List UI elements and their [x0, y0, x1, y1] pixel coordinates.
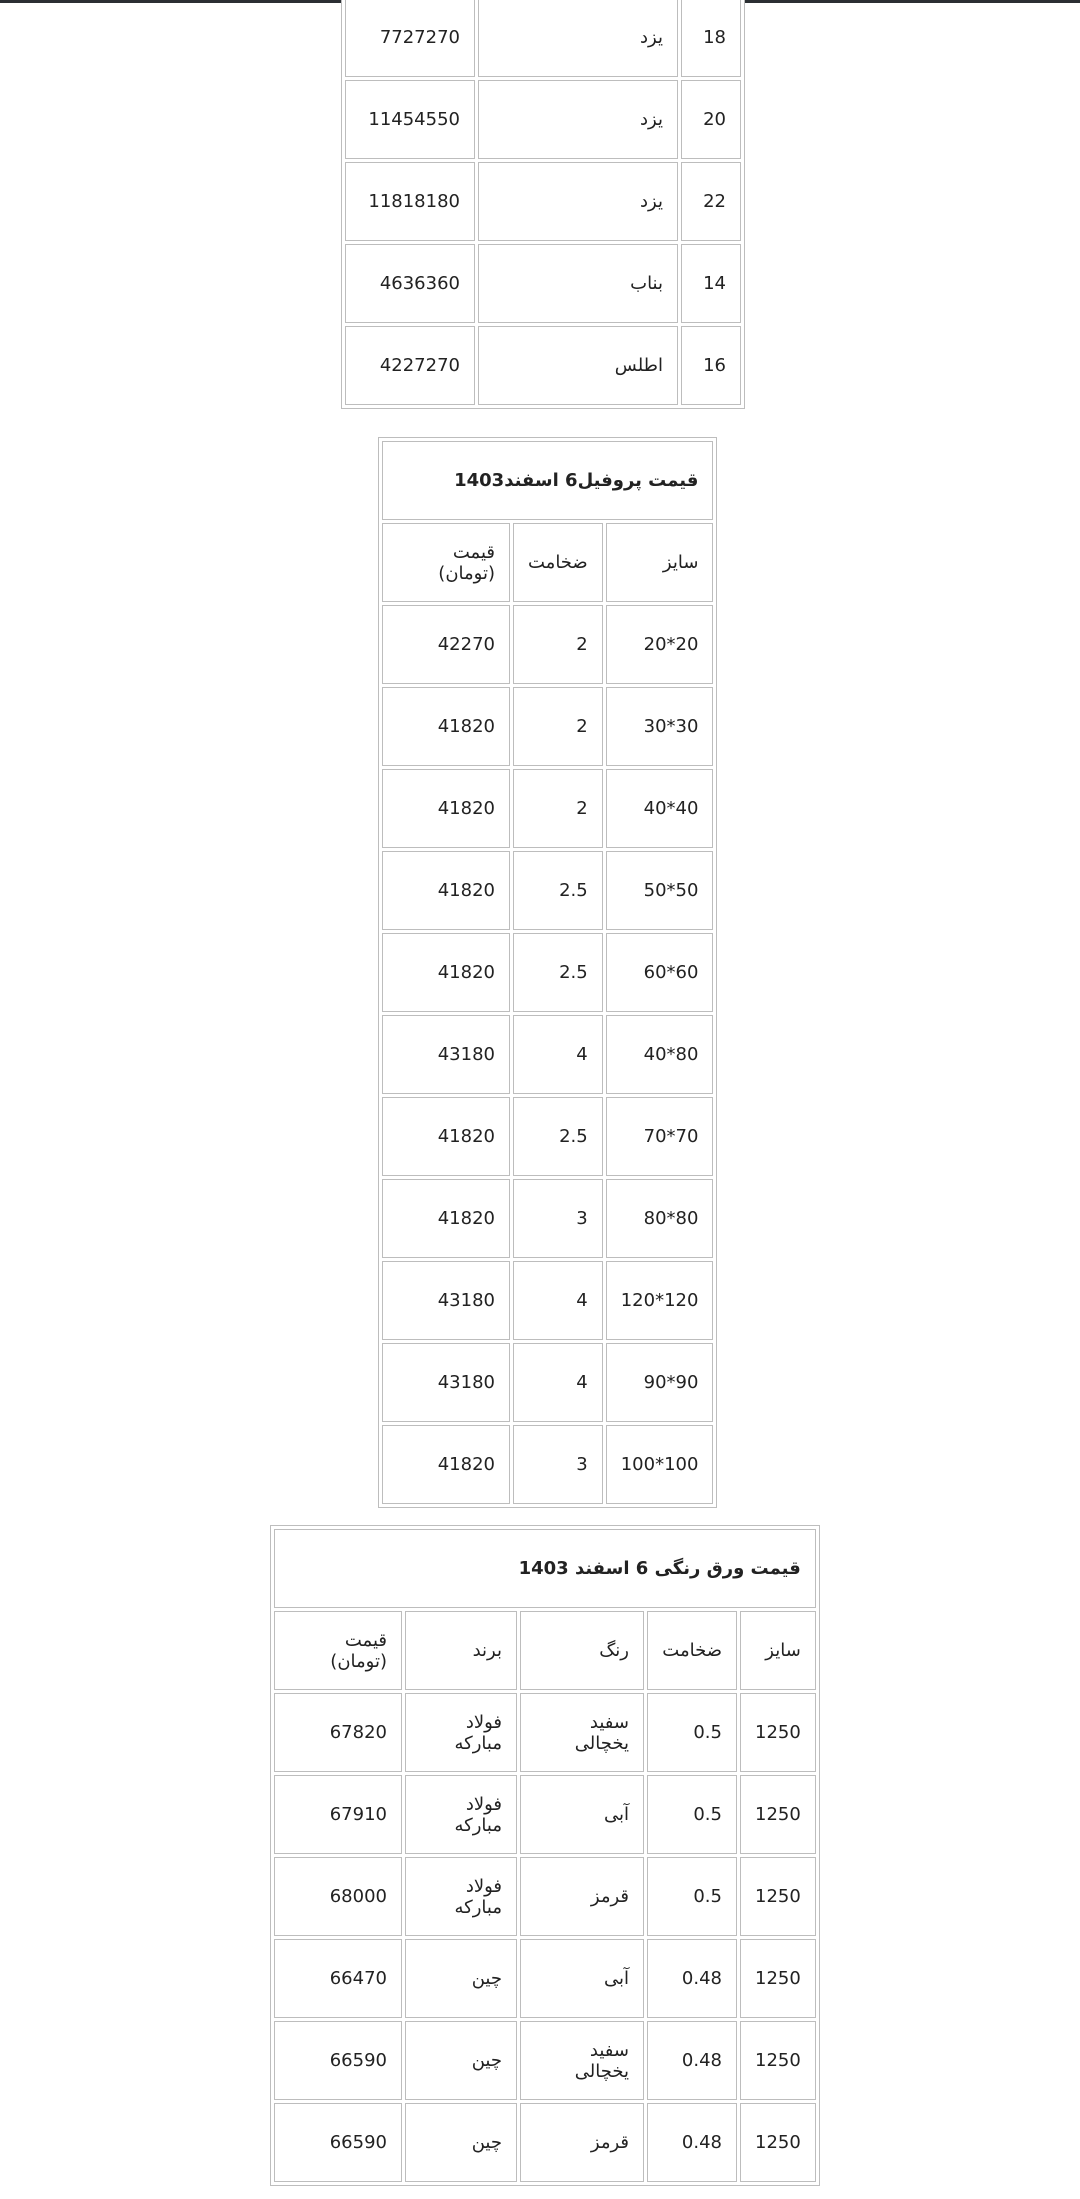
size-cell: 16	[681, 326, 741, 405]
size-cell: 20	[681, 80, 741, 159]
price-cell: 11818180	[345, 162, 475, 241]
header-thickness: ضخامت	[513, 523, 603, 602]
table-row	[382, 1343, 713, 1422]
brand-cell: چین	[405, 1939, 517, 2018]
thickness-cell: 0.5	[647, 1775, 737, 1854]
price-cell: 41820	[382, 1425, 510, 1504]
price-cell: 43180	[382, 1343, 510, 1422]
thickness-cell: 0.48	[647, 2103, 737, 2182]
table-row	[382, 1261, 713, 1340]
table-row	[345, 162, 741, 241]
table-row	[345, 244, 741, 323]
header-size: سایز	[606, 523, 714, 602]
thickness-cell: 2.5	[513, 933, 603, 1012]
table-row	[382, 1097, 713, 1176]
brand-cell: چین	[405, 2103, 517, 2182]
price-cell: 7727270	[345, 0, 475, 77]
thickness-cell: 2.5	[513, 1097, 603, 1176]
brand-cell: یزد	[478, 162, 678, 241]
thickness-cell: 4	[513, 1261, 603, 1340]
color-cell: آبی	[520, 1775, 644, 1854]
price-cell: 42270	[382, 605, 510, 684]
header-color: رنگ	[520, 1611, 644, 1690]
size-cell: 60*60	[606, 933, 714, 1012]
brand-cell: یزد	[478, 80, 678, 159]
thickness-cell: 0.48	[647, 1939, 737, 2018]
header-price: قیمت (تومان)	[382, 523, 510, 602]
brand-cell: فولاد مبارکه	[405, 1775, 517, 1854]
table-row	[382, 933, 713, 1012]
size-cell: 1250	[740, 2103, 816, 2182]
table-row	[382, 687, 713, 766]
brand-cell: یزد	[478, 0, 678, 77]
header-size: سایز	[740, 1611, 816, 1690]
table-row	[382, 605, 713, 684]
price-cell: 41820	[382, 933, 510, 1012]
color-cell: سفید یخچالی	[520, 1693, 644, 1772]
table-row	[274, 1775, 816, 1854]
table-row	[382, 1015, 713, 1094]
thickness-cell: 2	[513, 687, 603, 766]
table-header-row	[274, 1611, 816, 1690]
price-cell: 11454550	[345, 80, 475, 159]
brand-cell: فولاد مبارکه	[405, 1693, 517, 1772]
size-cell: 1250	[740, 1775, 816, 1854]
brand-cell: اطلس	[478, 326, 678, 405]
table-row	[345, 80, 741, 159]
price-cell: 67910	[274, 1775, 402, 1854]
table-title: قیمت ورق رنگی 6 اسفند 1403	[274, 1529, 816, 1608]
table-row	[382, 1425, 713, 1504]
size-cell: 50*50	[606, 851, 714, 930]
size-cell: 1250	[740, 1693, 816, 1772]
size-cell: 80*80	[606, 1179, 714, 1258]
price-cell: 41820	[382, 851, 510, 930]
brand-cell: فولاد مبارکه	[405, 1857, 517, 1936]
thickness-cell: 4	[513, 1015, 603, 1094]
table-row	[274, 2103, 816, 2182]
size-cell: 1250	[740, 1857, 816, 1936]
color-cell: آبی	[520, 1939, 644, 2018]
price-cell: 68000	[274, 1857, 402, 1936]
price-cell: 4227270	[345, 326, 475, 405]
table-row	[382, 769, 713, 848]
thickness-cell: 4	[513, 1343, 603, 1422]
price-cell: 4636360	[345, 244, 475, 323]
price-cell: 41820	[382, 1097, 510, 1176]
table-row	[274, 1693, 816, 1772]
size-cell: 14	[681, 244, 741, 323]
thickness-cell: 3	[513, 1179, 603, 1258]
thickness-cell: 3	[513, 1425, 603, 1504]
thickness-cell: 0.5	[647, 1857, 737, 1936]
price-cell: 41820	[382, 687, 510, 766]
price-cell: 66470	[274, 1939, 402, 2018]
size-cell: 30*30	[606, 687, 714, 766]
price-cell: 66590	[274, 2021, 402, 2100]
color-cell: قرمز	[520, 2103, 644, 2182]
size-cell: 1250	[740, 1939, 816, 2018]
size-cell: 90*90	[606, 1343, 714, 1422]
colored-sheet-price-table	[270, 1525, 820, 2186]
thickness-cell: 2.5	[513, 851, 603, 930]
price-cell: 66590	[274, 2103, 402, 2182]
size-cell: 18	[681, 0, 741, 77]
header-thickness: ضخامت	[647, 1611, 737, 1690]
size-cell: 70*70	[606, 1097, 714, 1176]
header-brand: برند	[405, 1611, 517, 1690]
size-cell: 1250	[740, 2021, 816, 2100]
table-title-row	[274, 1529, 816, 1608]
brand-cell: چین	[405, 2021, 517, 2100]
profile-price-table	[378, 437, 717, 1508]
thickness-cell: 0.5	[647, 1693, 737, 1772]
size-cell: 120*120	[606, 1261, 714, 1340]
thickness-cell: 2	[513, 605, 603, 684]
table-row	[382, 1179, 713, 1258]
color-cell: قرمز	[520, 1857, 644, 1936]
table-row	[274, 1939, 816, 2018]
table-title-row	[382, 441, 713, 520]
price-cell: 67820	[274, 1693, 402, 1772]
thickness-cell: 2	[513, 769, 603, 848]
size-cell: 40*80	[606, 1015, 714, 1094]
table-row	[382, 851, 713, 930]
size-cell: 20*20	[606, 605, 714, 684]
price-cell: 41820	[382, 1179, 510, 1258]
price-table-top	[341, 0, 745, 409]
table-row	[274, 2021, 816, 2100]
price-cell: 41820	[382, 769, 510, 848]
header-price: قیمت (تومان)	[274, 1611, 402, 1690]
price-cell: 43180	[382, 1261, 510, 1340]
price-cell: 43180	[382, 1015, 510, 1094]
size-cell: 40*40	[606, 769, 714, 848]
size-cell: 22	[681, 162, 741, 241]
table-row	[345, 326, 741, 405]
color-cell: سفید یخچالی	[520, 2021, 644, 2100]
table-header-row	[382, 523, 713, 602]
size-cell: 100*100	[606, 1425, 714, 1504]
thickness-cell: 0.48	[647, 2021, 737, 2100]
table-row	[274, 1857, 816, 1936]
brand-cell: بناب	[478, 244, 678, 323]
table-row	[345, 0, 741, 77]
table-title: قیمت پروفیل6 اسفند1403	[382, 441, 713, 520]
